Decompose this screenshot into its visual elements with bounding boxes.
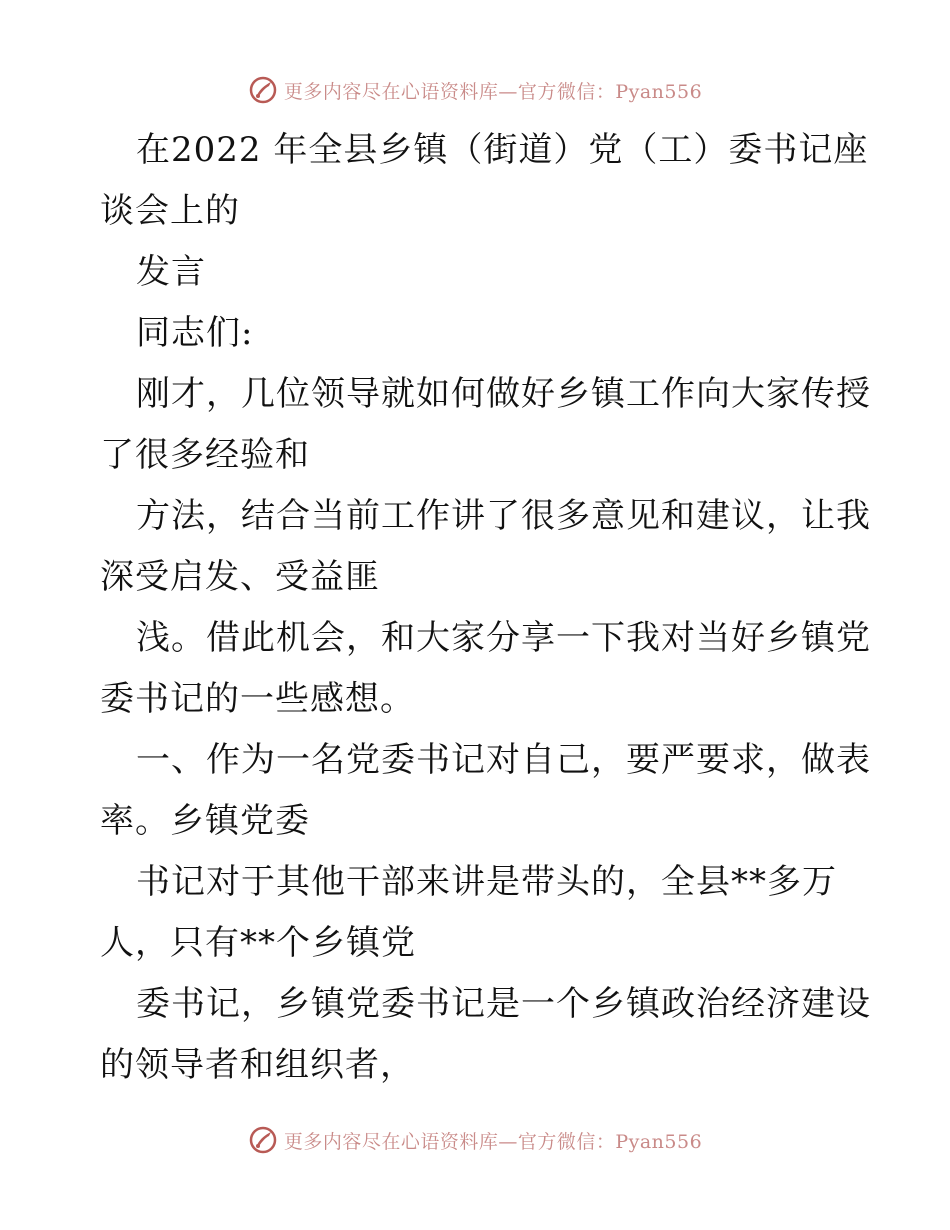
section-heading-line: 一、作为一名党委书记对自己，要严要求，做表 bbox=[136, 740, 871, 780]
brush-logo-icon bbox=[248, 75, 278, 105]
title-line-2: 谈会上的 bbox=[100, 191, 240, 231]
paragraph-line: 方法，结合当前工作讲了很多意见和建议，让我 bbox=[136, 496, 871, 536]
title-line-3: 发言 bbox=[136, 252, 206, 292]
paragraph-line: 了很多经验和 bbox=[100, 435, 310, 475]
paragraph-line: 人，只有**个乡镇党 bbox=[100, 923, 416, 963]
paragraph-line: 的领导者和组织者， bbox=[100, 1045, 415, 1085]
watermark-text: 更多内容尽在心语资料库—官方微信：Pyan556 bbox=[283, 1130, 703, 1153]
title-line-1: 在2022 年全县乡镇（街道）党（工）委书记座 bbox=[136, 130, 869, 170]
paragraph-line: 刚才，几位领导就如何做好乡镇工作向大家传授 bbox=[136, 374, 871, 414]
footer-watermark bbox=[0, 1122, 950, 1158]
brush-logo-icon bbox=[248, 1125, 278, 1155]
paragraph-line: 委书记的一些感想。 bbox=[100, 679, 415, 719]
document-body bbox=[100, 120, 871, 1096]
paragraph-line: 深受启发、受益匪 bbox=[100, 557, 380, 597]
paragraph-line: 率。乡镇党委 bbox=[100, 801, 310, 841]
watermark-text: 更多内容尽在心语资料库—官方微信：Pyan556 bbox=[283, 80, 703, 103]
header-watermark bbox=[0, 72, 950, 108]
salutation: 同志们: bbox=[136, 313, 254, 353]
paragraph-line: 委书记，乡镇党委书记是一个乡镇政治经济建设 bbox=[136, 984, 871, 1024]
paragraph-line: 浅。借此机会，和大家分享一下我对当好乡镇党 bbox=[136, 618, 871, 658]
paragraph-line: 书记对于其他干部来讲是带头的，全县**多万 bbox=[136, 862, 837, 902]
